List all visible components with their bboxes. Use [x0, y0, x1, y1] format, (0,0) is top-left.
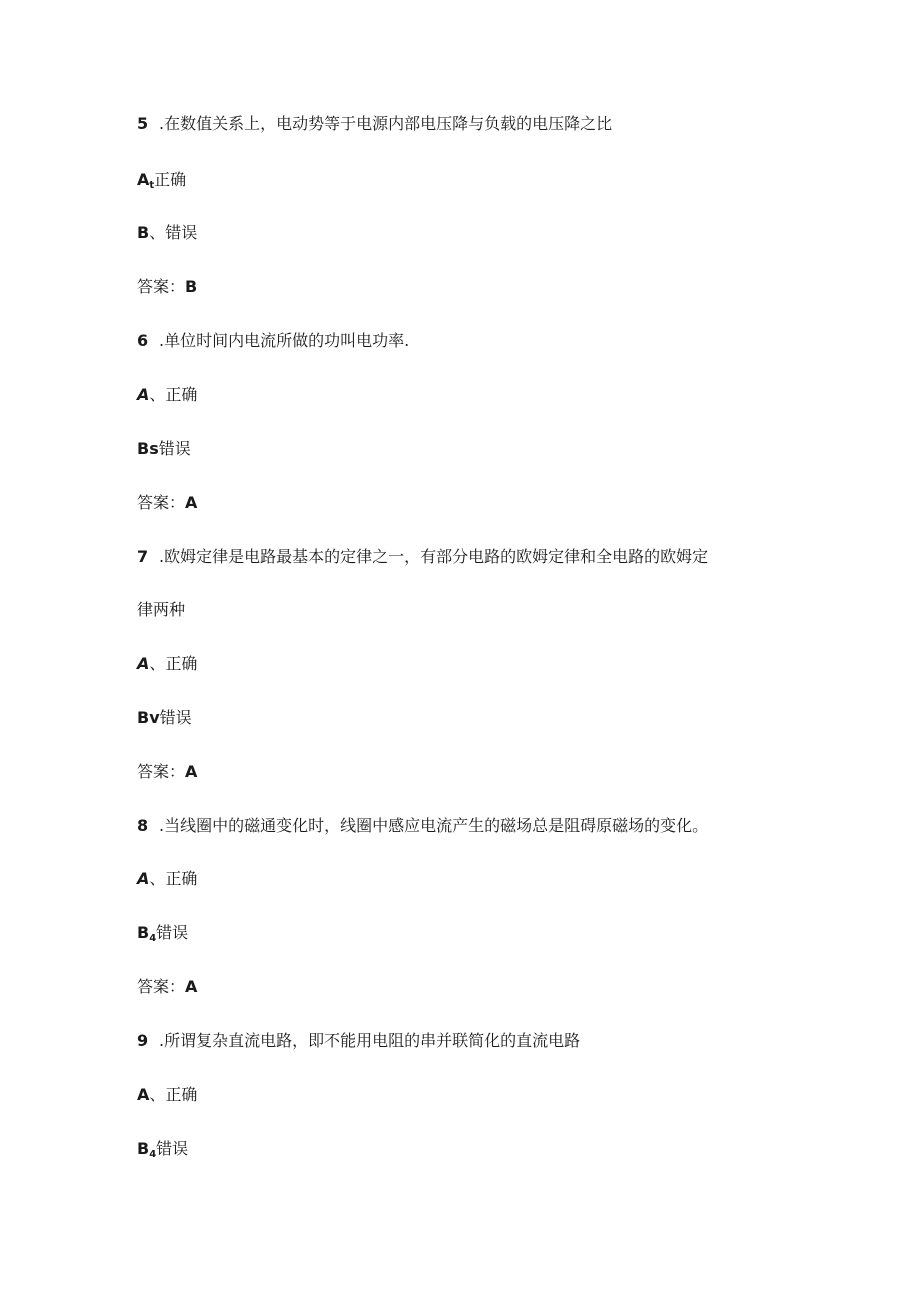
option-text: 错误	[165, 223, 198, 242]
question-9	[137, 1030, 580, 1052]
question-text-continued: 律两种	[137, 600, 186, 619]
question-5	[137, 113, 612, 135]
option-letter: B	[137, 708, 150, 727]
option-letter: A	[137, 654, 150, 673]
answer-value: A	[185, 493, 198, 512]
option-text: 正确	[165, 1085, 198, 1104]
question-7-option-a	[137, 653, 197, 675]
question-6-option-b	[137, 438, 191, 460]
question-8-answer	[137, 976, 197, 998]
option-mark: 4	[149, 933, 157, 944]
question-5-option-a	[137, 169, 186, 197]
option-letter: A	[137, 385, 150, 404]
question-text: .在数值关系上，电动势等于电源内部电压降与负载的电压降之比	[159, 114, 613, 133]
question-9-option-a	[137, 1084, 197, 1106]
option-text: 错误	[156, 1139, 189, 1158]
question-7-option-b	[137, 707, 192, 729]
option-text: 错误	[156, 923, 189, 942]
question-5-option-b	[137, 222, 197, 244]
option-text: 错误	[158, 439, 191, 458]
question-number: 6	[137, 331, 149, 350]
option-text: 正确	[165, 654, 198, 673]
answer-label: 答案：	[137, 762, 186, 781]
option-letter: A	[137, 170, 150, 189]
question-8-option-b	[137, 922, 188, 950]
question-7	[137, 546, 708, 568]
question-8-option-a	[137, 868, 197, 890]
answer-value: B	[185, 277, 198, 296]
question-number: 7	[137, 547, 149, 566]
question-text: .所谓复杂直流电路，即不能用电阻的串并联简化的直流电路	[159, 1031, 581, 1050]
question-6-answer	[137, 492, 197, 514]
answer-value: A	[185, 977, 198, 996]
question-7-answer	[137, 761, 197, 783]
option-mark: v	[149, 708, 160, 727]
question-8	[137, 815, 708, 837]
answer-label: 答案：	[137, 277, 186, 296]
option-mark: 、	[149, 654, 166, 673]
option-mark: 、	[149, 1085, 166, 1104]
option-letter: B	[137, 223, 150, 242]
option-letter: A	[137, 1085, 150, 1104]
option-text: 正确	[154, 170, 187, 189]
question-6	[137, 330, 409, 352]
option-mark: 、	[149, 223, 166, 242]
question-6-option-a	[137, 384, 197, 406]
option-letter: B	[137, 923, 150, 942]
question-5-answer	[137, 276, 197, 298]
answer-label: 答案：	[137, 493, 186, 512]
option-mark: t	[149, 180, 155, 191]
option-letter: B	[137, 439, 150, 458]
option-letter: B	[137, 1139, 150, 1158]
option-text: 错误	[159, 708, 192, 727]
option-mark: 、	[149, 385, 166, 404]
option-text: 正确	[165, 385, 198, 404]
option-mark: s	[149, 439, 159, 458]
question-text: .欧姆定律是电路最基本的定律之一，有部分电路的欧姆定律和全电路的欧姆定	[159, 547, 709, 566]
answer-value: A	[185, 762, 198, 781]
option-mark: 、	[149, 869, 166, 888]
question-text: .单位时间内电流所做的功叫电功率.	[159, 331, 410, 350]
question-number: 5	[137, 114, 149, 133]
option-letter: A	[137, 869, 150, 888]
option-text: 正确	[165, 869, 198, 888]
question-number: 8	[137, 816, 149, 835]
answer-label: 答案：	[137, 977, 186, 996]
question-7-continuation	[137, 599, 185, 621]
option-mark: 4	[149, 1149, 157, 1160]
question-number: 9	[137, 1031, 149, 1050]
question-text: .当线圈中的磁通变化时，线圈中感应电流产生的磁场总是阻碍原磁场的变化。	[159, 816, 709, 835]
question-9-option-b	[137, 1138, 188, 1166]
